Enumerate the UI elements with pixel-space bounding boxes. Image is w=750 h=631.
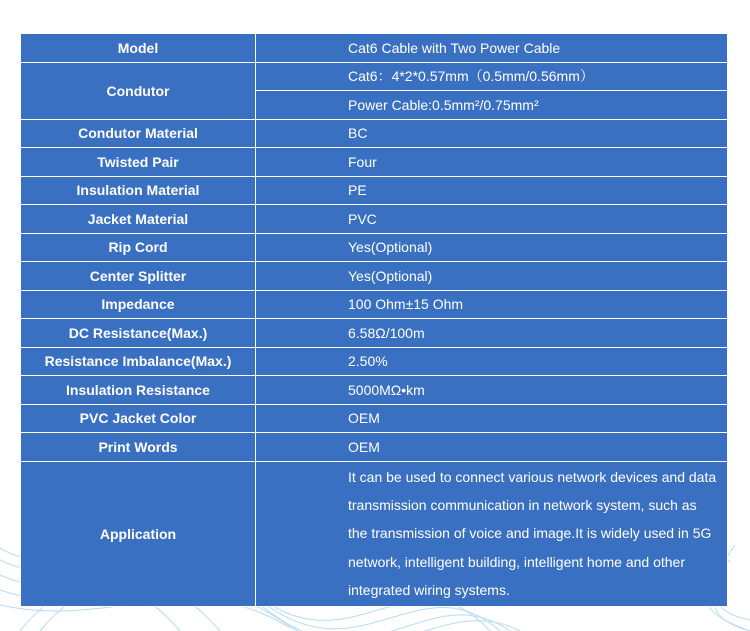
table-row xyxy=(21,376,728,405)
row-value: Four xyxy=(256,148,728,177)
row-label: Twisted Pair xyxy=(21,148,256,177)
row-value: Power Cable:0.5mm²/0.75mm² xyxy=(256,91,728,120)
table-row xyxy=(21,205,728,234)
table-row xyxy=(21,62,728,91)
row-label: Insulation Material xyxy=(21,176,256,205)
row-label: Resistance Imbalance(Max.) xyxy=(21,347,256,376)
table-row xyxy=(21,119,728,148)
row-value: OEM xyxy=(256,433,728,462)
table-row xyxy=(21,433,728,462)
table-row xyxy=(21,176,728,205)
row-label: Impedance xyxy=(21,290,256,319)
row-label: Application xyxy=(21,461,256,606)
row-label: Condutor xyxy=(21,62,256,119)
table-row xyxy=(21,233,728,262)
row-label: Rip Cord xyxy=(21,233,256,262)
row-value: 5000MΩ•km xyxy=(256,376,728,405)
row-label: Jacket Material xyxy=(21,205,256,234)
row-value: OEM xyxy=(256,404,728,433)
row-value: PVC xyxy=(256,205,728,234)
table-row xyxy=(21,262,728,291)
table-row xyxy=(21,461,728,606)
row-value: Cat6：4*2*0.57mm（0.5mm/0.56mm） xyxy=(256,62,728,91)
row-label: DC Resistance(Max.) xyxy=(21,319,256,348)
application-description: It can be used to connect various network devices and data transmission communication in network system, such as the transmission of voice and image.It is widely used in 5G network, intelligent building, intelligent home and other integrated wiring systems. xyxy=(256,461,728,606)
table-row xyxy=(21,290,728,319)
row-label: Model xyxy=(21,34,256,63)
spec-table xyxy=(20,33,728,607)
row-label: PVC Jacket Color xyxy=(21,404,256,433)
table-row xyxy=(21,148,728,177)
row-label: Insulation Resistance xyxy=(21,376,256,405)
table-row xyxy=(21,347,728,376)
row-value: 6.58Ω/100m xyxy=(256,319,728,348)
row-label: Condutor Material xyxy=(21,119,256,148)
row-value: 2.50% xyxy=(256,347,728,376)
row-value: BC xyxy=(256,119,728,148)
row-label: Print Words xyxy=(21,433,256,462)
row-value: 100 Ohm±15 Ohm xyxy=(256,290,728,319)
table-row xyxy=(21,404,728,433)
row-value: Yes(Optional) xyxy=(256,233,728,262)
row-value: Yes(Optional) xyxy=(256,262,728,291)
row-value: PE xyxy=(256,176,728,205)
table-row xyxy=(21,319,728,348)
row-label: Center Splitter xyxy=(21,262,256,291)
row-value: Cat6 Cable with Two Power Cable xyxy=(256,34,728,63)
table-row xyxy=(21,34,728,63)
